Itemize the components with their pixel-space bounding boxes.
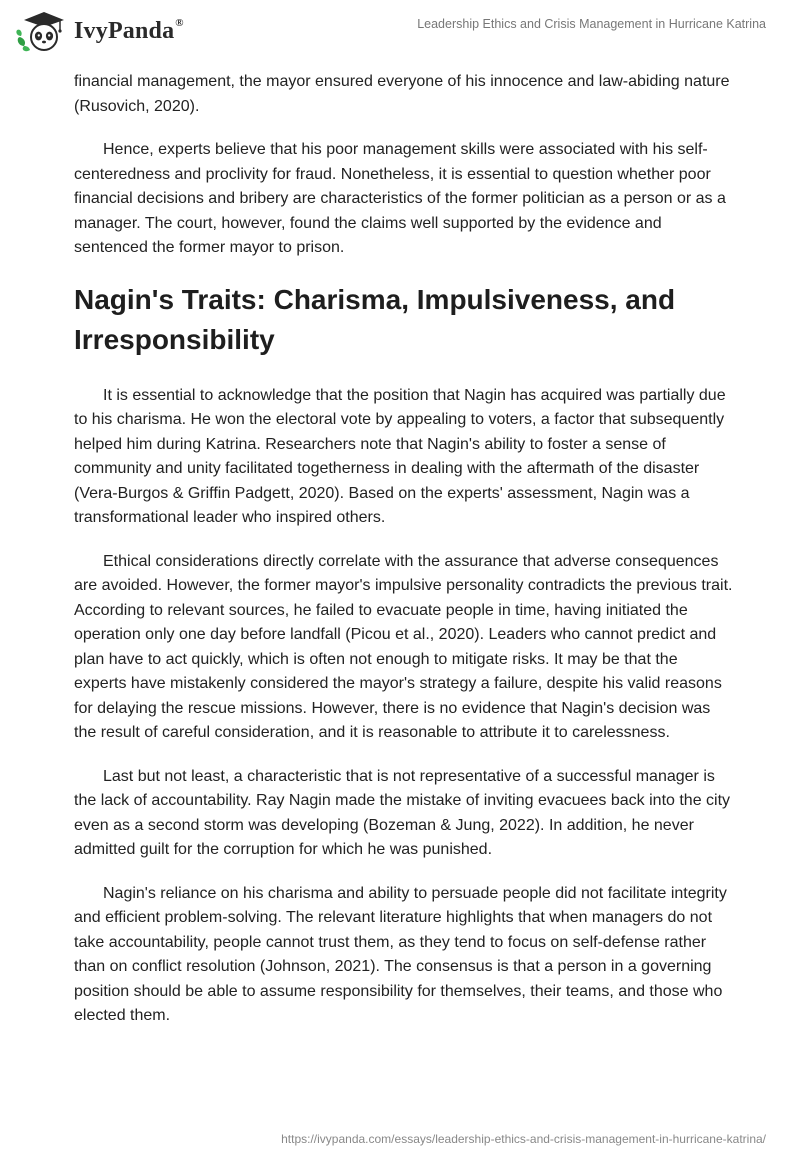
paragraph-2: Hence, experts believe that his poor management skills were associated with his self-centeredness and proclivity for fraud. Nonetheless, it is essential to question whether poor financial decisions and bribery are characteristics of the former politician as a person or as a manager. The court, however, found the claims well supported by the evidence and sentenced the former mayor to prison. [74, 141, 726, 256]
paragraph-5: Last but not least, a characteristic that is not representative of a successful manager is the lack of accountability. Ray Nagin made the mistake of inviting evacuees back into the city even as a second storm was developing (Bozeman & Jung, 2022). In addition, he never admitted guilt for the corruption for which he was punished. [74, 767, 731, 858]
brand-registered-mark: ® [175, 17, 184, 29]
paragraph-6: Nagin's reliance on his charisma and ability to persuade people did not facilitate integrity and efficient problem-solving. The relevant literature highlights that when managers do not take accountability, people cannot trust them, as they tend to focus on self-defense rather than on conflict resolution (Johnson, 2021). The consensus is that a person in a governing position should be able to assume responsibility for themselves, their teams, and those who elected them. [74, 884, 727, 1024]
brand-name [74, 17, 184, 45]
page-header [0, 0, 800, 62]
source-url[interactable]: https://ivypanda.com/essays/leadership-ethics-and-crisis-management-in-hurricane-katrina/ [281, 1132, 766, 1146]
panda-graduate-icon [14, 8, 70, 54]
paragraph-4: Ethical considerations directly correlate with the assurance that adverse consequences are avoided. However, the former mayor's impulsive personality contradicts the previous trait. According to relevant sources, he failed to evacuate people in time, having initiated the operation only one day before landfall (Picou et al., 2020). Leaders who cannot predict and plan have to act quickly, which is often not enough to mitigate risks. It may be that the experts have mistakenly considered the mayor's strategy a failure, despite his valid reasons for delaying the rescue missions. However, there is no evidence that Nagin's decision was the result of careful consideration, and it is reasonable to attribute it to carelessness. [74, 552, 733, 741]
paragraph-1: financial management, the mayor ensured everyone of his innocence and law-abiding nature (Rusovich, 2020). [74, 73, 730, 115]
paragraph-3: It is essential to acknowledge that the position that Nagin has acquired was partially due to his charisma. He won the electoral vote by appealing to voters, a factor that subsequently helped him during Katrina. Researchers note that Nagin's ability to foster a sense of community and unity facilitated togetherness in dealing with the aftermath of the disaster (Vera-Burgos & Griffin Padgett, 2020). Based on the experts' assessment, Nagin was a transformational leader who inspired others. [74, 386, 726, 526]
brand-text: IvyPanda [74, 18, 175, 44]
document-title: Leadership Ethics and Crisis Management in Hurricane Katrina [417, 17, 766, 31]
section-heading: Nagin's Traits: Charisma, Impulsiveness, and Irresponsibility [74, 283, 676, 355]
ivypanda-logo[interactable] [14, 8, 184, 54]
essay-body [74, 70, 734, 1048]
